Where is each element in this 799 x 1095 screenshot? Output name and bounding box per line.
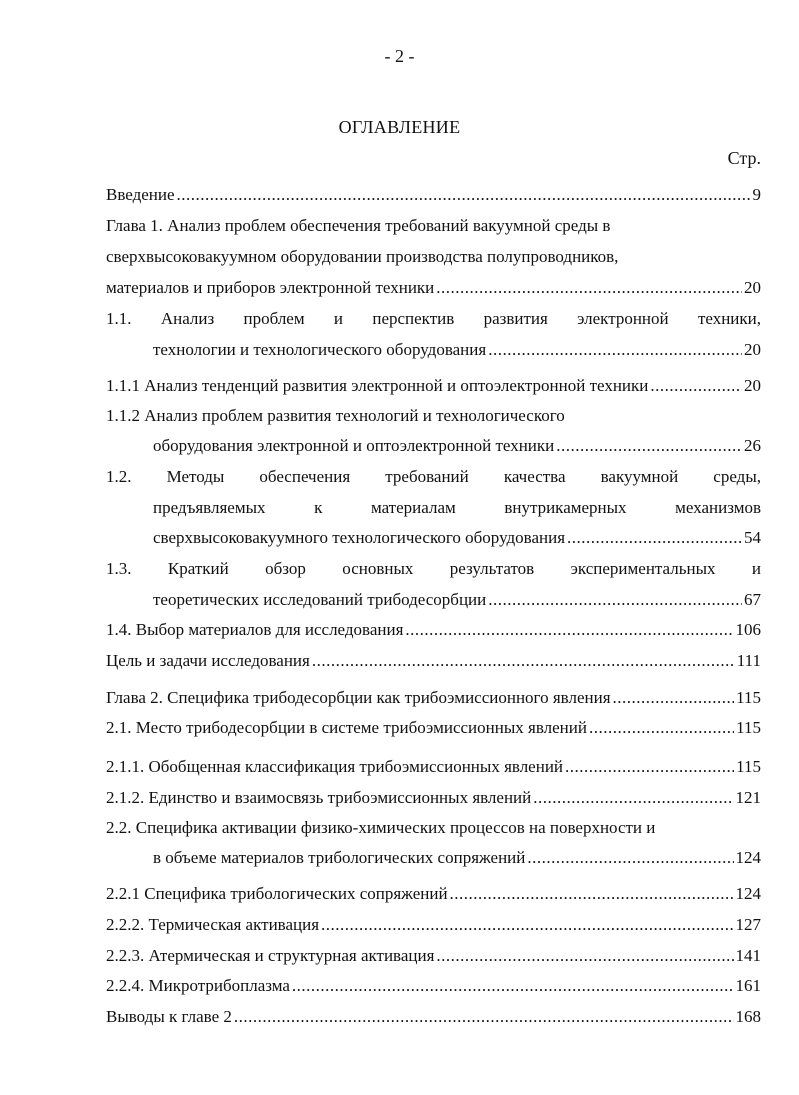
toc-entry-text: Введение xyxy=(106,185,175,204)
toc-entry-text: 2.2.1 Специфика трибологических сопряжений xyxy=(106,884,448,903)
toc-entry-goals xyxy=(106,649,761,673)
toc-entry-1-2-line-3 xyxy=(153,526,761,550)
toc-entry-text: сверхвысоковакуумном оборудовании производства полупроводников, xyxy=(106,247,619,266)
page-column-header: Стр. xyxy=(727,148,761,168)
dot-leader xyxy=(177,183,751,207)
dot-leader xyxy=(436,944,733,968)
toc-entry-text: теоретических исследований трибодесорбции xyxy=(153,590,487,609)
toc-entry-text: оборудования электронной и оптоэлектронной техники xyxy=(153,436,555,455)
toc-entry-2-1-1 xyxy=(106,755,761,779)
toc-entry-text: 2.2.4. Микротрибоплазма xyxy=(106,976,290,995)
toc-entry-page: 67 xyxy=(744,590,761,609)
dot-leader xyxy=(556,434,742,458)
toc-entry-text: 1.1.1 Анализ тенденций развития электронной и оптоэлектронной техники xyxy=(106,376,649,395)
toc-entry-page: 20 xyxy=(744,340,761,359)
toc-entry-page: 124 xyxy=(735,884,761,903)
page-number: - 2 - xyxy=(384,46,415,66)
toc-entry-page: 127 xyxy=(735,915,761,934)
toc-entry-2-2-3 xyxy=(106,944,761,968)
toc-entry-text: Глава 2. Специфика трибодесорбции как трибоэмиссионного явления xyxy=(106,688,611,707)
toc-entry-chapter-1-line-2 xyxy=(106,245,761,269)
dot-leader xyxy=(405,618,733,642)
toc-entry-text: 1.1.2 Анализ проблем развития технологий и технологического xyxy=(106,406,565,425)
toc-entry-page: 9 xyxy=(752,185,761,204)
toc-entry-2-2-line-2 xyxy=(153,846,761,870)
dot-leader xyxy=(613,686,735,710)
toc-entry-text: Выводы к главе 2 xyxy=(106,1007,232,1026)
toc-entry-1-1-line-1: 1.1. Анализ проблем и перспектив развития электронной техники, xyxy=(106,309,761,328)
dot-leader xyxy=(234,1005,734,1029)
dot-leader xyxy=(292,974,734,998)
toc-entry-page: 111 xyxy=(736,651,761,670)
dot-leader xyxy=(488,338,742,362)
toc-entry-1-1-2-line-1 xyxy=(106,404,761,428)
dot-leader xyxy=(589,716,734,740)
toc-entry-text: 2.2.2. Термическая активация xyxy=(106,915,320,934)
toc-entry-text: 1.4. Выбор материалов для исследования xyxy=(106,620,404,639)
toc-entry-chapter-2 xyxy=(106,686,761,710)
toc-entry-text: сверхвысоковакуумного технологического оборудования xyxy=(153,528,566,547)
toc-entry-2-2-line-1 xyxy=(106,816,761,840)
toc-entry-2-2-4 xyxy=(106,974,761,998)
toc-entry-1-3-line-2 xyxy=(153,588,761,612)
toc-entry-text: 2.1. Место трибодесорбции в системе трибоэмиссионных явлений xyxy=(106,718,587,737)
toc-entry-text: 2.1.1. Обобщенная классификация трибоэмиссионных явлений xyxy=(106,757,564,776)
toc-entry-page: 141 xyxy=(735,946,761,965)
toc-entry-page: 115 xyxy=(736,688,761,707)
toc-entry-page: 20 xyxy=(744,278,761,297)
toc-entry-page: 20 xyxy=(744,376,761,395)
toc-entry-page: 124 xyxy=(735,848,761,867)
toc-entry-1-1-line-2 xyxy=(153,338,761,362)
dot-leader xyxy=(436,276,742,300)
dot-leader xyxy=(650,374,742,398)
dot-leader xyxy=(533,786,733,810)
dot-leader xyxy=(527,846,733,870)
toc-entry-1-2-line-1: 1.2. Методы обеспечения требований качества вакуумной среды, xyxy=(106,467,761,486)
page-title: ОГЛАВЛЕНИЕ xyxy=(338,117,461,137)
toc-entry-1-1-1 xyxy=(106,374,761,398)
toc-entry-text: материалов и приборов электронной техники xyxy=(106,278,435,297)
toc-entry-chapter-1-line-3 xyxy=(106,276,761,300)
toc-entry-text: Глава 1. Анализ проблем обеспечения требований вакуумной среды в xyxy=(106,216,611,235)
toc-entry-1-1-2-line-2 xyxy=(153,434,761,458)
toc-entry-text: 2.2.3. Атермическая и структурная активация xyxy=(106,946,435,965)
toc-entry-2-2-1 xyxy=(106,882,761,906)
toc-entry-page: 115 xyxy=(736,718,761,737)
dot-leader xyxy=(567,526,742,550)
toc-entry-chapter-1-line-1 xyxy=(106,214,761,238)
toc-entry-text: 2.1.2. Единство и взаимосвязь трибоэмиссионных явлений xyxy=(106,788,532,807)
dot-leader xyxy=(488,588,742,612)
toc-entry-page: 121 xyxy=(735,788,761,807)
toc-entry-page: 106 xyxy=(735,620,761,639)
toc-entry-conclusions-2 xyxy=(106,1005,761,1029)
toc-entry-text: в объеме материалов трибологических сопряжений xyxy=(153,848,526,867)
toc-entry-1-2-line-2: предъявляемых к материалам внутрикамерных механизмов xyxy=(153,498,761,517)
toc-entry-1-4 xyxy=(106,618,761,642)
toc-entry-page: 168 xyxy=(735,1007,761,1026)
toc-entry-page: 54 xyxy=(744,528,761,547)
dot-leader xyxy=(321,913,733,937)
toc-entry-2-1 xyxy=(106,716,761,740)
toc-entry-text: Цель и задачи исследования xyxy=(106,651,310,670)
dot-leader xyxy=(312,649,735,673)
toc-entry-2-1-2 xyxy=(106,786,761,810)
toc-entry-introduction xyxy=(106,183,761,207)
toc-entry-text: технологии и технологического оборудования xyxy=(153,340,487,359)
toc-entry-page: 26 xyxy=(744,436,761,455)
toc-entry-page: 115 xyxy=(736,757,761,776)
dot-leader xyxy=(450,882,734,906)
toc-entry-2-2-2 xyxy=(106,913,761,937)
toc-entry-text: 2.2. Специфика активации физико-химических процессов на поверхности и xyxy=(106,818,656,837)
dot-leader xyxy=(565,755,734,779)
toc-entry-page: 161 xyxy=(735,976,761,995)
toc-entry-1-3-line-1: 1.3. Краткий обзор основных результатов экспериментальных и xyxy=(106,559,761,578)
